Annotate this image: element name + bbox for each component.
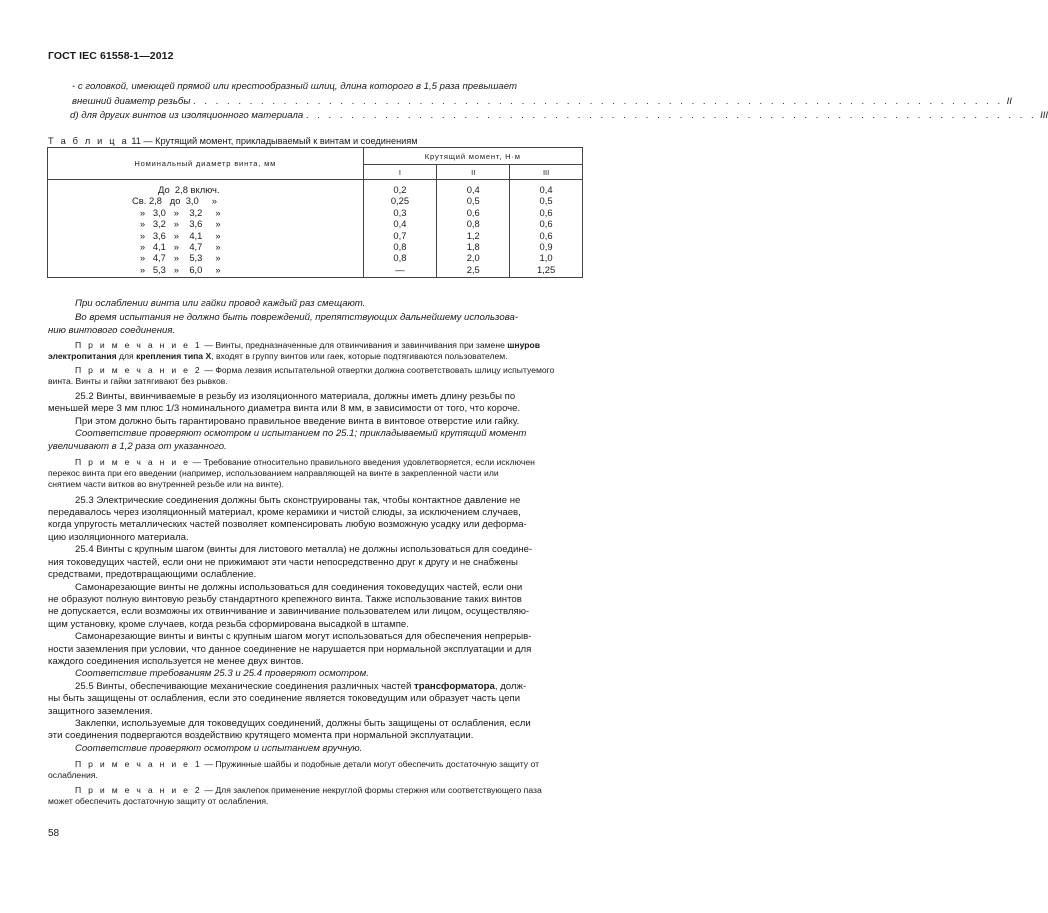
table-cell: 1,2 bbox=[466, 229, 480, 241]
table-cell: 0,3 bbox=[393, 206, 407, 218]
table-cell: 0,4 bbox=[393, 218, 407, 230]
torque-column-3 bbox=[510, 180, 583, 278]
note-text: — Требование относительно правильного введения удовлетворяется, если исключен bbox=[190, 457, 535, 468]
table-caption bbox=[48, 136, 418, 146]
table-row: » 4,7 » 5,3 » bbox=[132, 252, 221, 264]
clause-25-5-check: Соответствие проверяют осмотром и испытанием вручную. bbox=[75, 742, 363, 754]
note-3 bbox=[48, 457, 584, 468]
intro-line-2 bbox=[72, 95, 1012, 108]
note-5-cont: может обеспечить достаточную защиту от ослабления. bbox=[48, 795, 269, 806]
note-text: — Для заклепок применение некруглой формы стержня или соответствующего паза bbox=[201, 784, 542, 795]
clause-25-2-cont: меньшей мере 3 мм плюс 1/3 номинального диаметра винта или 8 мм, в зависимости от того, что короче. bbox=[48, 403, 521, 415]
note-text: — Форма лезвия испытательной отвертки должна соответствовать шлицу испытуемого bbox=[201, 364, 555, 375]
clause-25-4-cont: не образуют полную винтовую резьбу стандартного крепежного винта. Также использование таких винтов bbox=[48, 593, 522, 605]
note-3-cont: снятием части витков во внутренней резьбе или на винте). bbox=[48, 479, 284, 490]
clause-25-2-cont: При этом должно быть гарантировано правильное введение винта в винтовое отверстие или гайку. bbox=[75, 415, 520, 427]
torque-table bbox=[47, 147, 583, 278]
table-row: Св. 2,8 до 3,0 » bbox=[132, 195, 217, 207]
note-bold: электропитания bbox=[48, 351, 117, 362]
table-cell: 0,4 bbox=[466, 184, 480, 195]
standard-header: ГОСТ IEC 61558-1—2012 bbox=[48, 50, 174, 62]
sub-col-header: III bbox=[510, 165, 583, 180]
table-cell: 0,6 bbox=[466, 206, 480, 218]
clause-25-3-cont: когда упругость металлических частей позволяет компенсировать любую возможную усадку или деформа- bbox=[48, 519, 527, 531]
note-2 bbox=[48, 365, 584, 376]
table-cell: 2,5 bbox=[466, 263, 480, 275]
note-3-cont: перекос винта при его введении (например, использованием направляющей на винте в закрепленной части или bbox=[48, 468, 499, 479]
note-text: — Винты, предназначенные для отвинчивания и завинчивания при замене bbox=[201, 340, 508, 351]
clause-25-3-cont: цию изоляционного материала. bbox=[48, 531, 189, 543]
table-row: » 4,1 » 4,7 » bbox=[132, 240, 221, 252]
note-text: — Пружинные шайбы и подобные детали могут обеспечить достаточную защиту от bbox=[201, 759, 540, 770]
clause-25-4: 25.4 Винты с крупным шагом (винты для листового металла) не должны использоваться для соедине- bbox=[75, 544, 533, 556]
clause-25-3-cont: передавалось через изоляционный материал, кроме керамики и чистой слюды, за исключением случаев, bbox=[48, 507, 521, 519]
note-label: П р и м е ч а н и е bbox=[75, 457, 191, 468]
clause-25-4-cont: каждого соединения используется не менее двух винтов. bbox=[48, 655, 304, 667]
note-5 bbox=[48, 785, 584, 796]
note-label: П р и м е ч а н и е 1 bbox=[75, 759, 202, 770]
clause-25-3: 25.3 Электрические соединения должны быть сконструированы так, чтобы контактное давление не bbox=[75, 494, 521, 506]
table-cell: 1,25 bbox=[536, 263, 556, 275]
clause-25-4-para: Самонарезающие винты и винты с крупным шагом могут использоваться для обеспечения непрерыв- bbox=[75, 631, 532, 643]
note-text: для bbox=[116, 351, 137, 362]
torque-column-2 bbox=[437, 180, 510, 278]
intro-line-2-ref: II bbox=[1006, 96, 1012, 107]
clause-25-2: 25.2 Винты, ввинчиваемые в резьбу из изоляционного материала, должны иметь длину резьбы по bbox=[75, 391, 516, 403]
note-bold: шнуров bbox=[507, 340, 541, 351]
table-row: » 3,6 » 4,1 » bbox=[132, 229, 221, 241]
clause-25-5-cont: эти соединения подвергаются воздействию крутящего момента при нормальной эксплуатации. bbox=[48, 730, 474, 742]
clause-25-2-check-cont: увеличивают в 1,2 раза от указанного. bbox=[48, 440, 227, 452]
clause-25-4-cont: ности заземления при условии, что данное соединение не нарушается при нормальной эксплуатации и для bbox=[48, 643, 532, 655]
note-4 bbox=[48, 759, 584, 770]
dot-leader: . . . . . . . . . . . . . . . . . . . . . . . . . . . . . . . . . . . . . . . . . . . . . . . . . . . . . . . . . . . . . . . . . bbox=[306, 110, 1038, 121]
table-cell: 0,8 bbox=[393, 252, 407, 264]
note-bold: крепления типа X bbox=[136, 351, 212, 362]
table-row: » 3,0 » 3,2 » bbox=[132, 206, 221, 218]
table-cell: 0,5 bbox=[466, 195, 480, 207]
table-cell: 0,2 bbox=[393, 184, 407, 195]
note-2-cont: винта. Винты и гайки затягивают без рывков. bbox=[48, 375, 228, 386]
clause-25-4-cont: средствами, предотвращающими ослабление. bbox=[48, 569, 257, 581]
clause-25-5-para: Заклепки, используемые для токоведущих соединений, должны быть защищены от ослабления, если bbox=[75, 717, 531, 729]
intro-line-3 bbox=[70, 109, 1048, 122]
table-cell: 0,8 bbox=[393, 240, 407, 252]
table-cell: 0,6 bbox=[539, 229, 553, 241]
paragraph: Во время испытания не должно быть повреждений, препятствующих дальнейшему использова- bbox=[75, 312, 519, 324]
table-cell: 1,0 bbox=[539, 252, 553, 264]
clause-25-4-cont: ния токоведущих частей, если они не прижимают эти части непосредственно друг к другу и не снабжены bbox=[48, 556, 518, 568]
note-label: П р и м е ч а н и е 2 bbox=[75, 364, 202, 375]
clause-text: , долж- bbox=[494, 680, 527, 692]
note-1 bbox=[48, 340, 584, 351]
table-cell: 0,7 bbox=[393, 229, 407, 241]
table-caption-rest: 11 — Крутящий момент, прикладываемый к винтам и соединениям bbox=[128, 136, 418, 146]
note-text: , входят в группу винтов или гаек, которые подтягиваются пользователем. bbox=[211, 351, 508, 362]
clause-25-5-cont: защитного заземления. bbox=[48, 705, 153, 717]
table-row: » 5,3 » 6,0 » bbox=[132, 263, 221, 275]
clause-25-4-para: Самонарезающие винты не должны использоваться для соединения токоведущих частей, если они bbox=[75, 581, 523, 593]
table-cell: 0,4 bbox=[539, 184, 553, 195]
torque-column-1 bbox=[363, 180, 437, 278]
note-label: П р и м е ч а н и е 2 bbox=[75, 784, 202, 795]
table-cell: 2,0 bbox=[466, 252, 480, 264]
clause-25-4-cont: не допускается, если возможны их отвинчивание и завинчивание пользователем или лицом, осуществляю- bbox=[48, 606, 530, 618]
clause-bold: трансформатора bbox=[414, 680, 495, 692]
dot-leader: . . . . . . . . . . . . . . . . . . . . . . . . . . . . . . . . . . . . . . . . . . . . . . . . . . . . . . . . . . . . . . . . . . . . . . . . bbox=[193, 96, 1004, 107]
diameter-column bbox=[48, 180, 364, 278]
paragraph: При ослаблении винта или гайки провод каждый раз смещают. bbox=[75, 298, 366, 309]
table-row: До 2,8 включ. bbox=[132, 184, 220, 195]
table-cell: — bbox=[395, 263, 405, 275]
body-text bbox=[48, 298, 584, 807]
sub-col-header: II bbox=[437, 165, 510, 180]
table-cell: 1,8 bbox=[466, 240, 480, 252]
col-header-diameter: Номинальный диаметр винта, мм bbox=[48, 148, 364, 180]
table-cell: 0,25 bbox=[390, 195, 410, 207]
note-4-cont: ослабления. bbox=[48, 770, 98, 781]
table-cell: 0,9 bbox=[539, 240, 553, 252]
table-cell: 0,5 bbox=[539, 195, 553, 207]
clause-25-4-check: Соответствие требованиям 25.3 и 25.4 проверяют осмотром. bbox=[75, 668, 369, 680]
clause-25-2-check: Соответствие проверяют осмотром и испытанием по 25.1; прикладываемый крутящий момент bbox=[75, 428, 527, 440]
table-cell: 0,6 bbox=[539, 218, 553, 230]
table-cell: 0,6 bbox=[539, 206, 553, 218]
clause-25-4-cont: щим установку, кроме случаев, когда резьба сформирована высадкой в штампе. bbox=[48, 618, 409, 630]
note-label: П р и м е ч а н и е 1 bbox=[75, 340, 202, 351]
intro-line-1: - с головкой, имеющей прямой или крестообразный шлиц, длина которого в 1,5 раза превышает bbox=[72, 81, 517, 92]
intro-line-3-ref: III bbox=[1040, 110, 1048, 121]
col-header-torque: Крутящий момент, Н·м bbox=[363, 148, 582, 165]
clause-25-5-cont: ны быть защищены от ослабления, если это соединение является токоведущим или образует часть цепи bbox=[48, 693, 521, 705]
sub-col-header: I bbox=[363, 165, 437, 180]
intro-line-2-text: внешний диаметр резьбы bbox=[72, 96, 191, 107]
clause-25-5 bbox=[48, 681, 584, 693]
table-cell: 0,8 bbox=[466, 218, 480, 230]
page-number: 58 bbox=[48, 828, 60, 839]
table-row: » 3,2 » 3,6 » bbox=[132, 218, 221, 230]
paragraph: нию винтового соединения. bbox=[48, 324, 176, 336]
clause-text: 25.5 Винты, обеспечивающие механические соединения различных частей bbox=[75, 680, 415, 692]
table-caption-prefix: Т а б л и ц а bbox=[48, 136, 129, 146]
intro-line-3-text: d) для других винтов из изоляционного материала bbox=[70, 110, 304, 121]
note-1-cont bbox=[48, 351, 584, 362]
